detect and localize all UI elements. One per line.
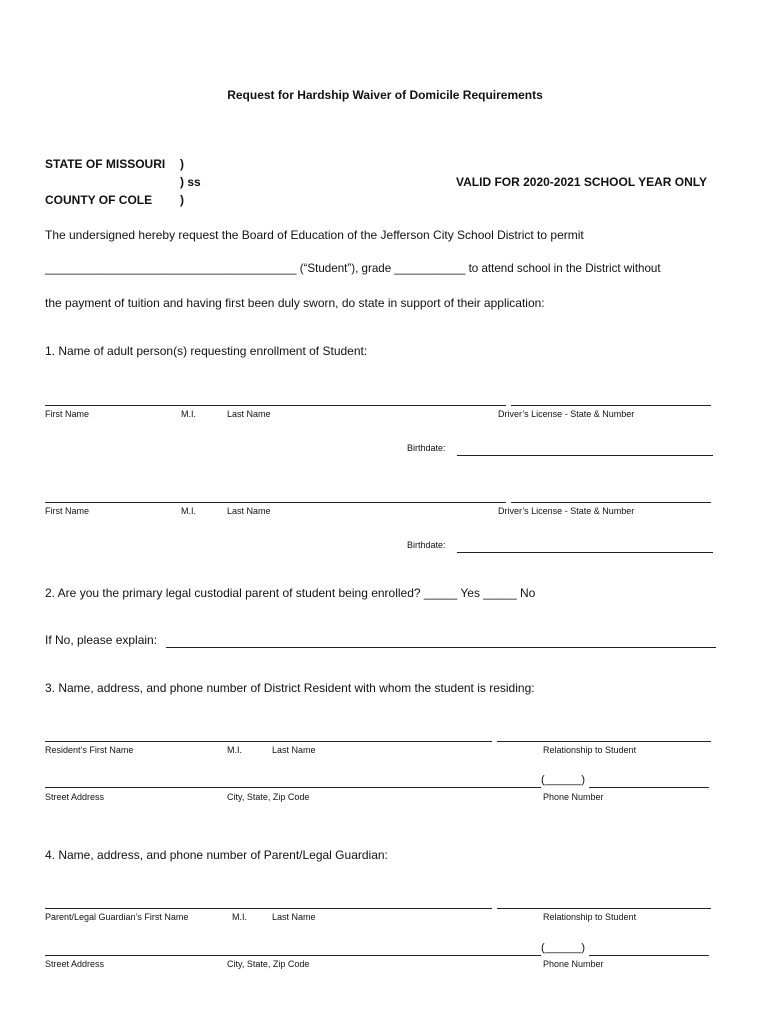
q4-last-name-label: Last Name	[272, 912, 316, 922]
venue-paren-ss: ) ss	[180, 175, 201, 189]
valid-notice: VALID FOR 2020-2021 SCHOOL YEAR ONLY	[456, 175, 707, 189]
q3-street-label: Street Address	[45, 792, 105, 802]
q1-license-label-1: Driver’s License - State & Number	[498, 409, 635, 419]
q4-relationship-label: Relationship to Student	[543, 912, 637, 922]
q3-name-line[interactable]	[45, 741, 492, 742]
q1-first-name-label-2: First Name	[45, 506, 90, 516]
venue-paren-3: )	[180, 193, 184, 207]
q2-explain-line[interactable]	[166, 647, 716, 648]
q1-last-name-label-1: Last Name	[227, 409, 271, 419]
q1-license-line-1[interactable]	[511, 405, 711, 406]
q1-name-line-1[interactable]	[45, 405, 506, 406]
q3-last-name-label: Last Name	[272, 745, 316, 755]
q1-name-line-2[interactable]	[45, 502, 506, 503]
q1-last-name-label-2: Last Name	[227, 506, 271, 516]
q3-phone-line[interactable]	[589, 787, 709, 788]
q1-birthdate-label-1: Birthdate:	[407, 443, 446, 453]
q3-area-code[interactable]: (______)	[541, 774, 586, 786]
q3-phone-label: Phone Number	[543, 792, 604, 802]
q1-mi-label-1: M.I.	[181, 409, 196, 419]
q1-birthdate-label-2: Birthdate:	[407, 540, 446, 550]
q4-area-code[interactable]: (______)	[541, 942, 586, 954]
intro-line-2[interactable]: _______________________________________ (“Student”), grade ___________ to attend school in the District without	[45, 262, 661, 275]
q4-address-line[interactable]	[45, 955, 541, 956]
q3-address-line[interactable]	[45, 787, 541, 788]
q1-mi-label-2: M.I.	[181, 506, 196, 516]
q4-first-name-label: Parent/Legal Guardian’s First Name	[45, 912, 189, 922]
q4-relationship-line[interactable]	[497, 908, 711, 909]
q3-mi-label: M.I.	[227, 745, 242, 755]
county-label: COUNTY OF COLE	[45, 193, 153, 207]
q4-city-label: City, State, Zip Code	[227, 959, 310, 969]
q3-relationship-label: Relationship to Student	[543, 745, 637, 755]
q1-first-name-label-1: First Name	[45, 409, 90, 419]
q1-birthdate-line-2[interactable]	[457, 552, 713, 553]
q1-birthdate-line-1[interactable]	[457, 455, 713, 456]
q1-question: 1. Name of adult person(s) requesting enrollment of Student:	[45, 344, 368, 358]
q4-phone-line[interactable]	[589, 955, 709, 956]
venue-paren-1: )	[180, 157, 184, 171]
q4-name-line[interactable]	[45, 908, 492, 909]
q1-license-label-2: Driver’s License - State & Number	[498, 506, 635, 516]
q2-explain-label: If No, please explain:	[45, 633, 158, 647]
q4-street-label: Street Address	[45, 959, 105, 969]
q4-mi-label: M.I.	[232, 912, 247, 922]
page-title: Request for Hardship Waiver of Domicile Requirements	[227, 88, 543, 102]
intro-line-1: The undersigned hereby request the Board of Education of the Jefferson City School District to permit	[45, 228, 584, 242]
q3-city-label: City, State, Zip Code	[227, 792, 310, 802]
q3-first-name-label: Resident’s First Name	[45, 745, 134, 755]
state-label: STATE OF MISSOURI	[45, 157, 166, 171]
q2-question[interactable]: 2. Are you the primary legal custodial parent of student being enrolled? _____ Yes _____ No	[45, 586, 536, 600]
q3-relationship-line[interactable]	[497, 741, 711, 742]
intro-line-3: the payment of tuition and having first been duly sworn, do state in support of their application:	[45, 296, 545, 310]
q1-license-line-2[interactable]	[511, 502, 711, 503]
q4-question: 4. Name, address, and phone number of Parent/Legal Guardian:	[45, 848, 388, 862]
q3-question: 3. Name, address, and phone number of District Resident with whom the student is residing:	[45, 681, 535, 695]
q4-phone-label: Phone Number	[543, 959, 604, 969]
